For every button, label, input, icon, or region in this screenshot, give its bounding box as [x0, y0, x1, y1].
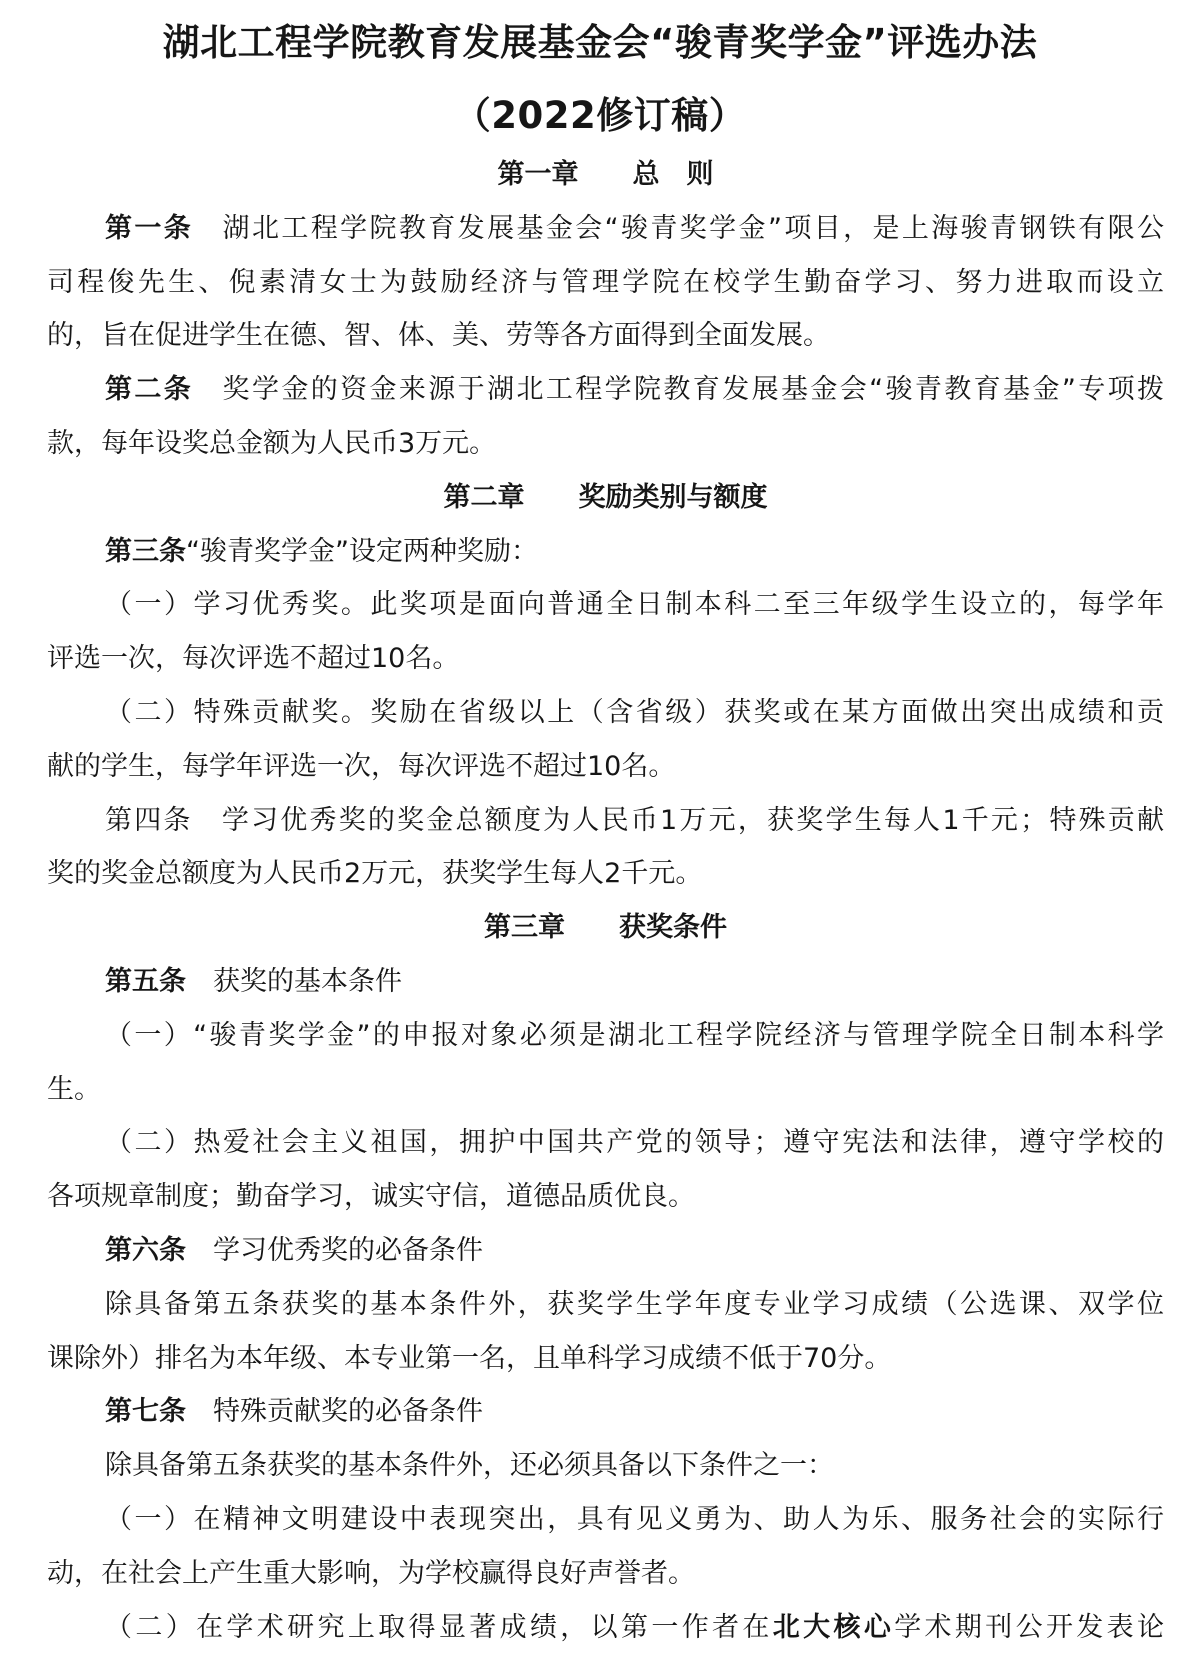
article-label: 第七条	[105, 1396, 186, 1428]
text-line: （二）热爱社会主义祖国，拥护中国共产党的领导；遵守宪法和法律，遵守学校的	[105, 1127, 1164, 1159]
text-line: 动，在社会上产生重大影响，为学校赢得良好声誉者。	[47, 1557, 695, 1589]
text-line: 司程俊先生、倪素清女士为鼓励经济与管理学院在校学生勤奋学习、努力进取而设立	[47, 266, 1164, 298]
chapter-heading: 第三章 获奖条件	[484, 912, 727, 944]
article-line	[47, 955, 1164, 1009]
document-subtitle: （2022修订稿）	[453, 94, 747, 137]
article-text: 获奖的基本条件	[186, 965, 402, 997]
article-line	[47, 525, 1164, 579]
document-title: 湖北工程学院教育发展基金会“骏青奖学金”评选办法	[162, 21, 1038, 64]
text-line: （二）特殊贡献奖。奖励在省级以上（含省级）获奖或在某方面做出突出成绩和贡	[105, 696, 1164, 728]
article-text: 奖学金的资金来源于湖北工程学院教育发展基金会“骏青教育基金”专项拨	[193, 374, 1164, 406]
text-line: 除具备第五条获奖的基本条件外，还必须具备以下条件之一：	[105, 1450, 834, 1482]
article-line	[47, 202, 1164, 256]
emphasized-text: 北大核心	[772, 1611, 895, 1643]
text-line: 评选一次，每次评选不超过10名。	[47, 643, 460, 675]
article-line	[47, 1224, 1164, 1278]
text-line: （一）在精神文明建设中表现突出，具有见义勇为、助人为乐、服务社会的实际行	[105, 1503, 1164, 1535]
article-text: “骏青奖学金”设定两种奖励：	[186, 535, 538, 567]
chapter-heading: 第一章 总 则	[497, 159, 714, 190]
text-line: 献的学生，每学年评选一次，每次评选不超过10名。	[47, 750, 676, 782]
article-label: 第一条	[105, 212, 194, 244]
text-line: （一）“骏青奖学金”的申报对象必须是湖北工程学院经济与管理学院全日制本科学	[105, 1019, 1164, 1051]
text-line: 的，旨在促进学生在德、智、体、美、劳等各方面得到全面发展。	[47, 320, 830, 352]
text-line: （一）学习优秀奖。此奖项是面向普通全日制本科二至三年级学生设立的，每学年	[105, 589, 1164, 621]
chapter-heading: 第二章 奖励类别与额度	[443, 481, 768, 513]
text-line	[47, 1601, 1164, 1655]
article-label: 第三条	[105, 535, 186, 567]
article-label: 第五条	[105, 965, 186, 997]
article-line	[47, 363, 1164, 417]
document-body	[47, 148, 1164, 1654]
article-text: 湖北工程学院教育发展基金会“骏青奖学金”项目，是上海骏青钢铁有限公	[193, 212, 1164, 244]
text-line: 款，每年设奖总金额为人民币3万元。	[47, 427, 497, 459]
article-label: 第六条	[105, 1234, 186, 1266]
text-line: 各项规章制度；勤奋学习，诚实守信，道德品质优良。	[47, 1181, 695, 1213]
text-line: 除具备第五条获奖的基本条件外，获奖学生学年度专业学习成绩（公选课、双学位	[105, 1288, 1164, 1320]
text-line: 生。	[47, 1073, 101, 1105]
article-label: 第二条	[105, 374, 194, 406]
text-segment: （二）在学术研究上取得显著成绩，以第一作者在	[105, 1611, 773, 1643]
text-line: 课除外）排名为本年级、本专业第一名，且单科学习成绩不低于70分。	[47, 1342, 892, 1374]
text-line: 第四条 学习优秀奖的奖金总额度为人民币1万元，获奖学生每人1千元；特殊贡献	[105, 804, 1164, 836]
text-segment: 学术期刊公开发表论	[894, 1611, 1164, 1643]
article-text: 特殊贡献奖的必备条件	[186, 1396, 483, 1428]
text-line: 奖的奖金总额度为人民币2万元，获奖学生每人2千元。	[47, 858, 703, 890]
article-text: 学习优秀奖的必备条件	[186, 1234, 483, 1266]
article-line	[47, 1385, 1164, 1439]
